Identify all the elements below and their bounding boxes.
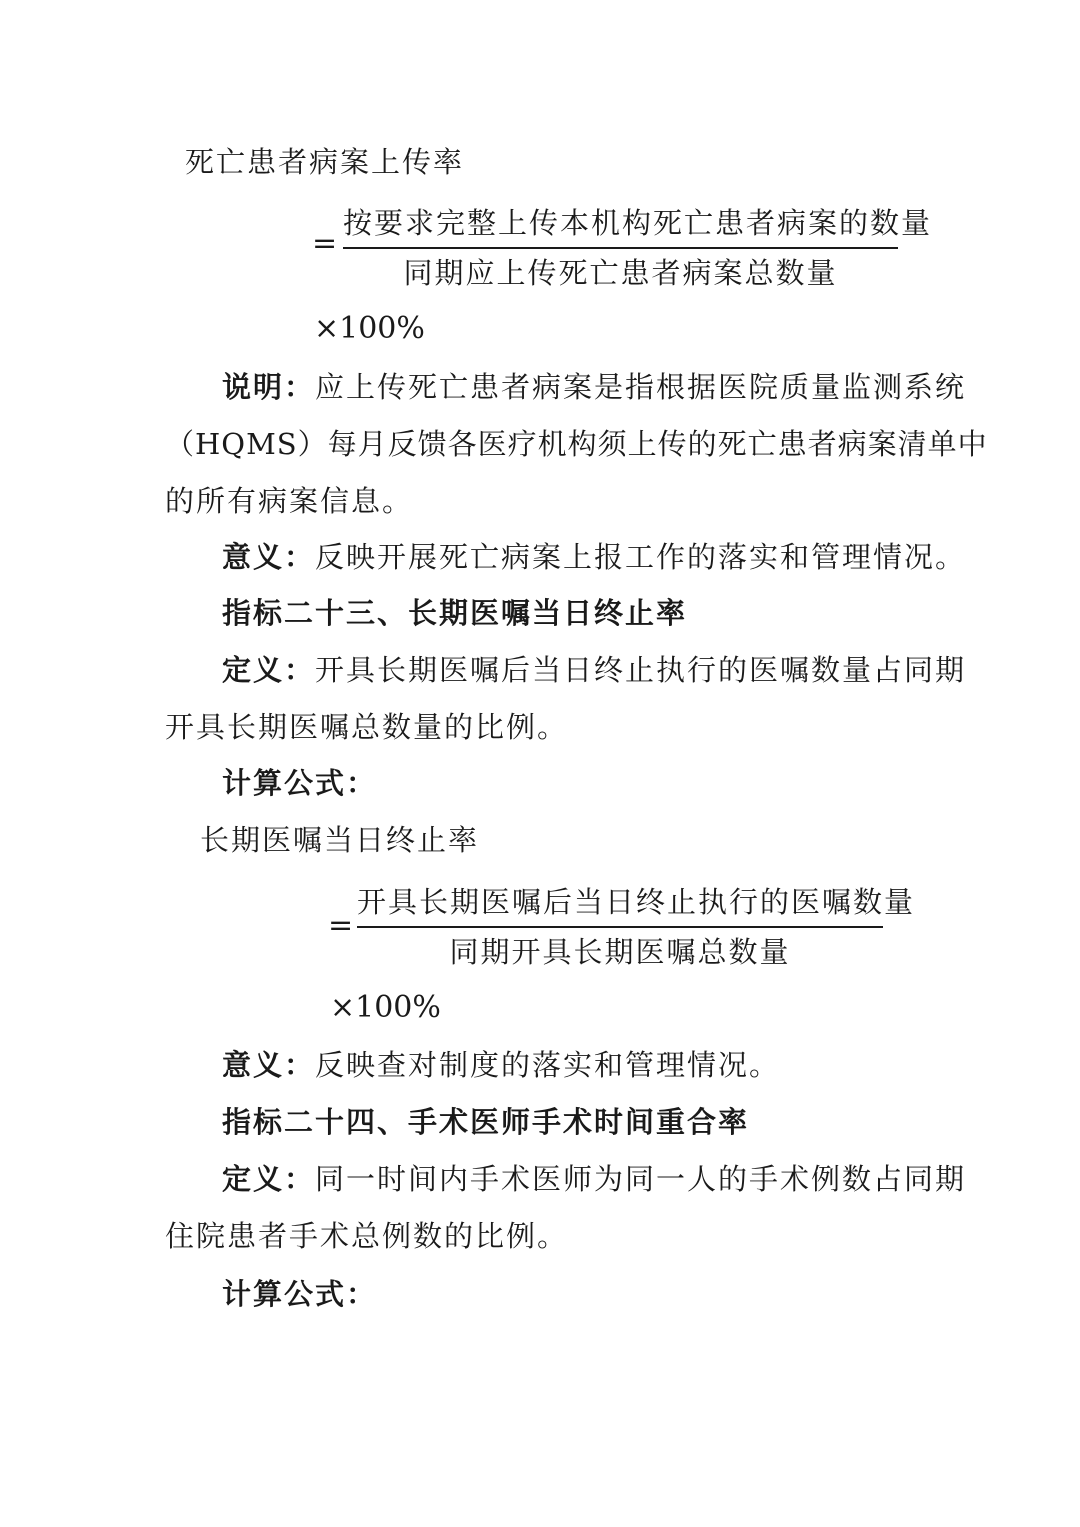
equals-sign: = xyxy=(328,908,354,943)
indicator-heading-23: 指标二十三、长期医嘱当日终止率 xyxy=(222,596,688,630)
definition-line-1 xyxy=(222,650,966,690)
note-line-2: （HQMS）每月反馈各医疗机构须上传的死亡患者病案清单中 xyxy=(165,427,988,461)
fraction-bar xyxy=(357,926,883,928)
multiplier: ×100% xyxy=(314,311,425,346)
fraction xyxy=(357,882,916,972)
formula-label: 死亡患者病案上传率 xyxy=(185,145,465,179)
significance-label: 意义： xyxy=(222,540,316,574)
fraction-denominator: 同期应上传死亡患者病案总数量 xyxy=(403,256,838,290)
significance-paragraph xyxy=(222,1045,780,1085)
formula-heading: 计算公式： xyxy=(222,766,378,800)
note-line-3: 的所有病案信息。 xyxy=(165,484,414,518)
definition-label: 定义： xyxy=(222,653,316,687)
equals-sign: = xyxy=(312,226,338,261)
definition-text-1: 开具长期医嘱后当日终止执行的医嘱数量占同期 xyxy=(315,653,967,687)
fraction-bar xyxy=(343,247,898,249)
definition-line-2: 开具长期医嘱总数量的比例。 xyxy=(165,710,569,744)
significance-text: 反映开展死亡病案上报工作的落实和管理情况。 xyxy=(315,540,967,574)
significance-paragraph xyxy=(222,537,966,577)
significance-text: 反映查对制度的落实和管理情况。 xyxy=(315,1048,781,1082)
note-line-1 xyxy=(222,367,966,407)
definition-label: 定义： xyxy=(222,1162,316,1196)
fraction xyxy=(343,203,933,293)
multiplier: ×100% xyxy=(330,990,441,1025)
note-label: 说明： xyxy=(222,370,316,404)
formula-label: 长期医嘱当日终止率 xyxy=(200,823,480,857)
definition-line-2: 住院患者手术总例数的比例。 xyxy=(165,1219,569,1253)
significance-label: 意义： xyxy=(222,1048,316,1082)
indicator-heading-24: 指标二十四、手术医师手术时间重合率 xyxy=(222,1105,750,1139)
fraction-numerator: 按要求完整上传本机构死亡患者病案的数量 xyxy=(343,206,933,240)
formula-heading: 计算公式： xyxy=(222,1277,378,1311)
definition-line-1 xyxy=(222,1159,966,1199)
note-text-1: 应上传死亡患者病案是指根据医院质量监测系统 xyxy=(315,370,967,404)
fraction-numerator: 开具长期医嘱后当日终止执行的医嘱数量 xyxy=(357,885,916,919)
fraction-denominator: 同期开具长期医嘱总数量 xyxy=(449,935,791,969)
definition-text-1: 同一时间内手术医师为同一人的手术例数占同期 xyxy=(315,1162,967,1196)
